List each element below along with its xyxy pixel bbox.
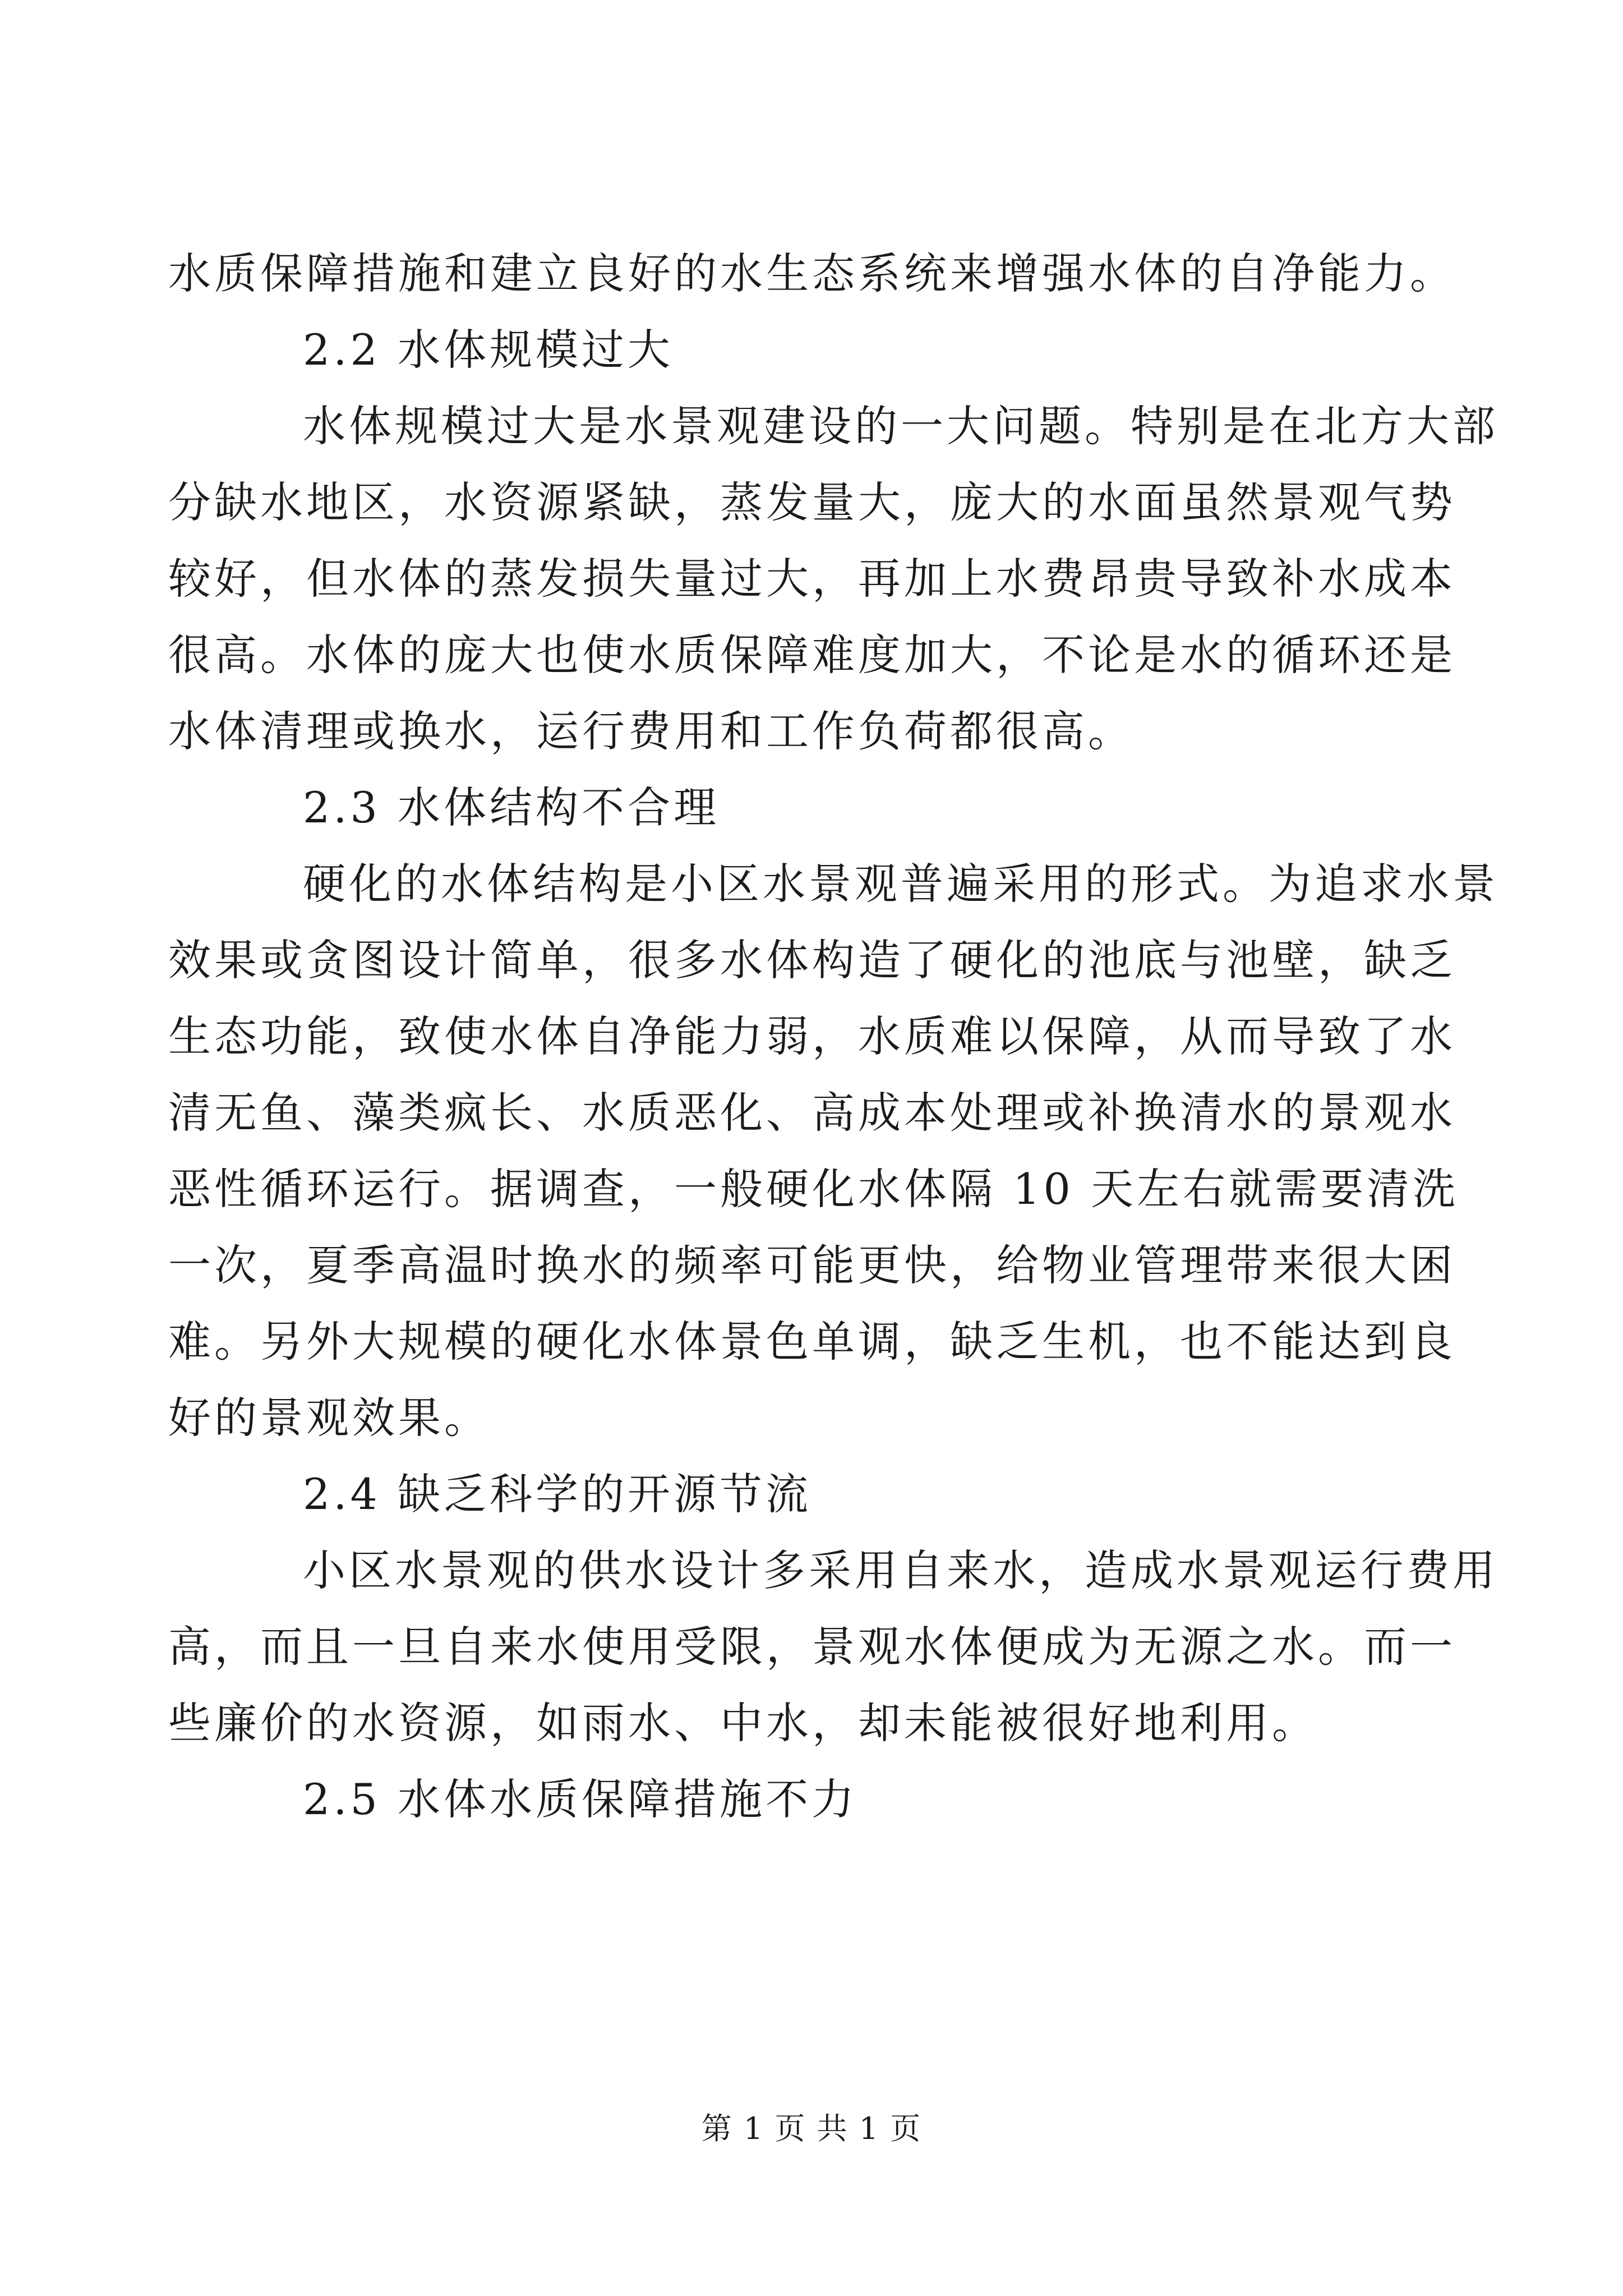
text-line: 好的景观效果。 (168, 1393, 490, 1443)
page-footer: 第 1 页 共 1 页 (701, 2111, 922, 2146)
text-line: 2.4 缺乏科学的开源节流 (303, 1469, 812, 1519)
text-line: 生态功能，致使水体自净能力弱，水质难以保障，从而导致了水 (168, 1011, 1456, 1061)
text-line: 水体清理或换水，运行费用和工作负荷都很高。 (168, 706, 1134, 756)
text-line: 2.3 水体结构不合理 (303, 783, 720, 832)
text-line: 2.2 水体规模过大 (303, 325, 674, 375)
text-line: 较好，但水体的蒸发损失量过大，再加上水费昂贵导致补水成本 (168, 554, 1456, 604)
text-line: 水体规模过大是水景观建设的一大问题。特别是在北方大部 (303, 401, 1498, 451)
text-line: 效果或贪图设计简单，很多水体构造了硬化的池底与池壁，缺乏 (168, 935, 1456, 985)
text-line: 硬化的水体结构是小区水景观普遍采用的形式。为追求水景 (303, 859, 1498, 909)
document-body (168, 236, 1498, 1838)
text-line: 2.5 水体水质保障措施不力 (303, 1774, 858, 1824)
text-line: 很高。水体的庞大也使水质保障难度加大，不论是水的循环还是 (168, 630, 1456, 680)
text-line: 小区水景观的供水设计多采用自来水，造成水景观运行费用 (303, 1545, 1498, 1595)
text-line: 高，而且一旦自来水使用受限，景观水体便成为无源之水。而一 (168, 1622, 1456, 1672)
text-line: 恶性循环运行。据调查，一般硬化水体隔 10 天左右就需要清洗 (168, 1164, 1459, 1214)
text-line: 难。另外大规模的硬化水体景色单调，缺乏生机，也不能达到良 (168, 1317, 1456, 1366)
text-line: 水质保障措施和建立良好的水生态系统来增强水体的自净能力。 (168, 249, 1456, 298)
text-line: 一次，夏季高温时换水的频率可能更快，给物业管理带来很大困 (168, 1240, 1456, 1290)
text-line: 分缺水地区，水资源紧缺，蒸发量大，庞大的水面虽然景观气势 (168, 477, 1456, 527)
text-line: 清无鱼、藻类疯长、水质恶化、高成本处理或补换清水的景观水 (168, 1088, 1456, 1138)
text-line: 些廉价的水资源，如雨水、中水，却未能被很好地利用。 (168, 1698, 1318, 1748)
